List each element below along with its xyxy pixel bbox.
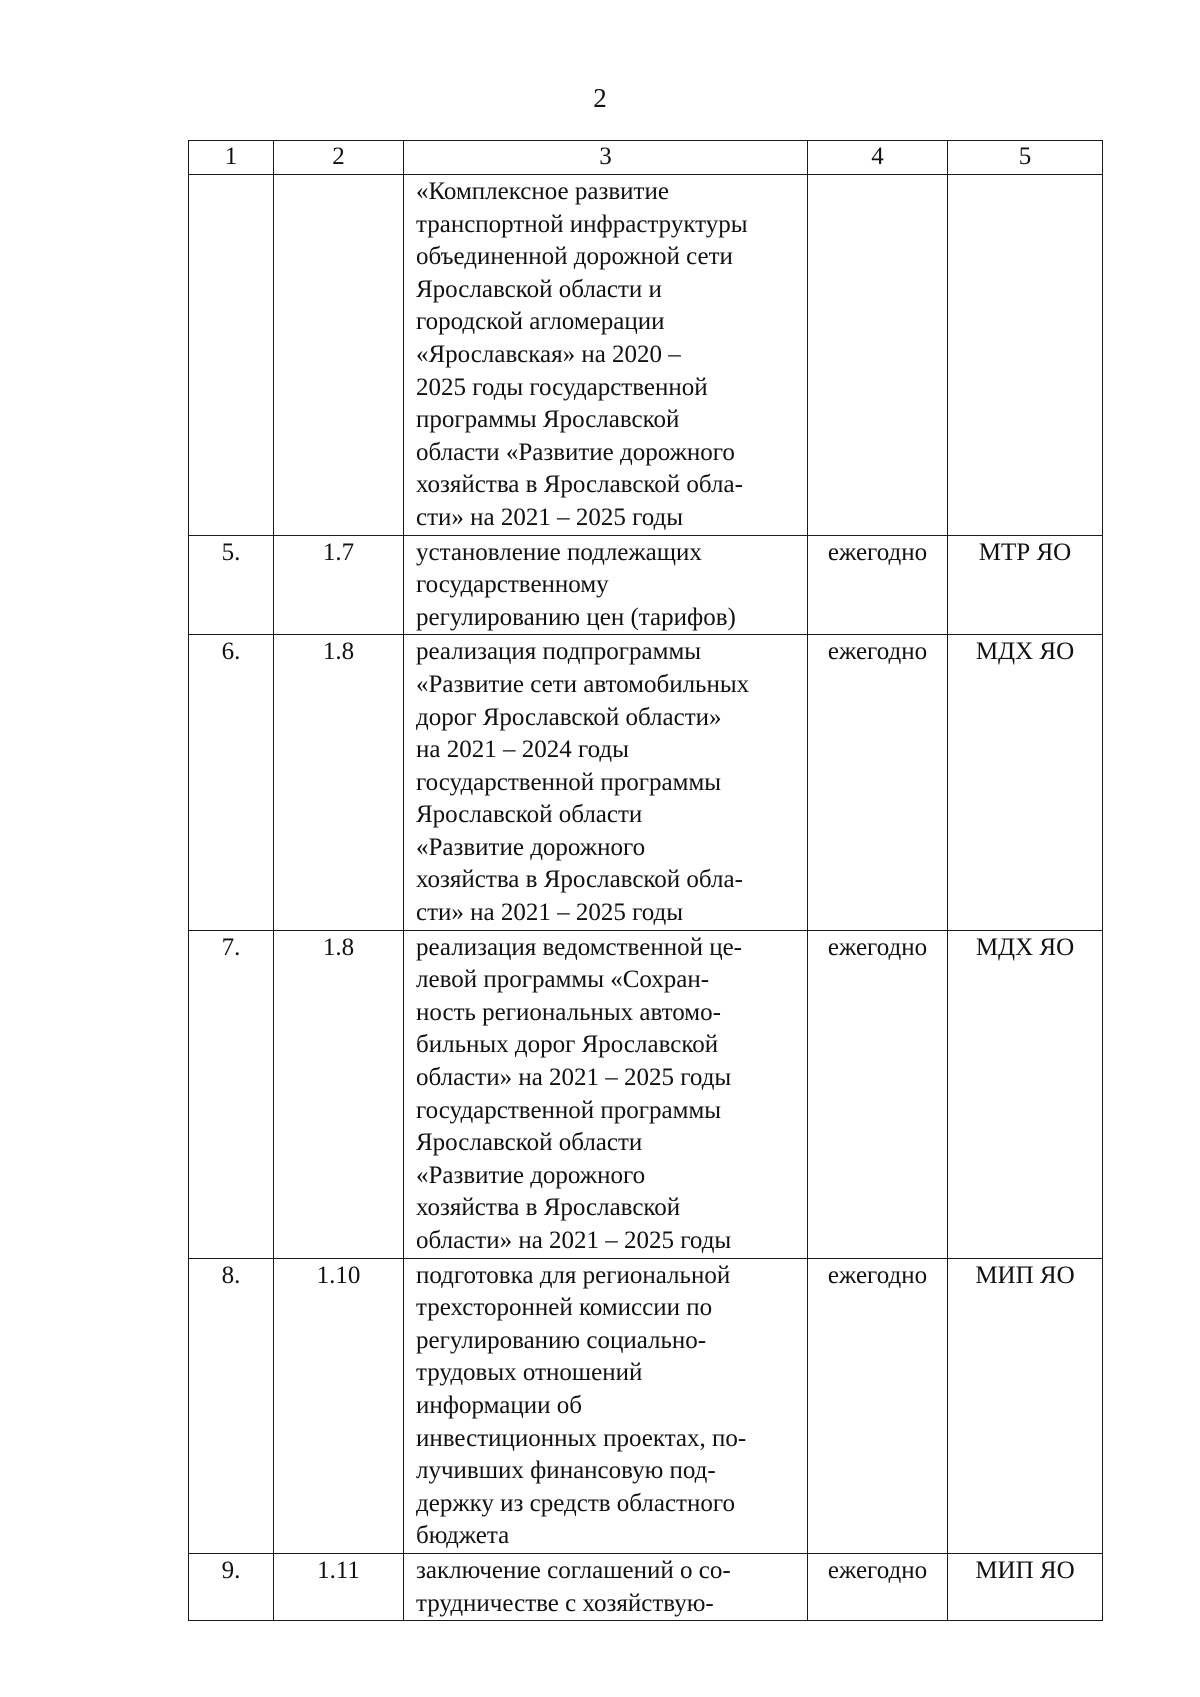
description-line: «Ярославская» на 2020 – [416,340,681,368]
description-line: государственному [416,571,609,599]
description-line: объединенной дорожной сети [416,243,733,271]
description-line: «Развитие дорожного [416,1161,646,1189]
measure-description-cell [404,1258,808,1553]
description-line: бильных дорог Ярославской [416,1031,719,1059]
description-line: области» на 2021 – 2025 годы [416,1227,732,1254]
column-header-4: 4 [808,141,948,175]
description-line: лучивших финансовую под- [416,1457,716,1485]
responsible-cell: МИП ЯО [948,1258,1103,1553]
responsible-cell: МТР ЯО [948,535,1103,635]
item-number-cell: 1.10 [274,1258,404,1553]
row-number-cell [189,175,274,536]
description-line: «Развитие сети автомобильных [416,670,750,698]
row-number-cell: 6. [189,635,274,930]
description-line: городской агломерации [416,308,665,336]
page-number: 2 [593,83,607,113]
measure-description-cell [404,635,808,930]
measure-description-cell [404,175,808,536]
description-line: государственной программы [416,768,722,796]
description-line: регулированию цен (тарифов) [416,603,736,631]
term-cell: ежегодно [808,1258,948,1553]
description-line: установление подлежащих [416,538,702,566]
description-line: «Развитие дорожного [416,833,646,861]
description-line: трудничестве с хозяйствую- [416,1589,714,1617]
term-cell: ежегодно [808,535,948,635]
description-line: области «Развитие дорожного [416,438,735,466]
term-cell [808,175,948,536]
term-cell: ежегодно [808,635,948,930]
description-line: держку из средств областного [416,1489,735,1517]
description-line: 2025 годы государственной [416,373,708,401]
item-number-cell: 1.7 [274,535,404,635]
table-row [189,635,1103,930]
description-line: информации об [416,1391,582,1419]
measure-description-cell [404,930,808,1258]
description-line: транспортной инфраструктуры [416,210,748,238]
description-line: Ярославской области и [416,275,662,303]
row-number-cell: 5. [189,535,274,635]
row-number-cell: 9. [189,1553,274,1620]
description-line: ность региональных автомо- [416,998,721,1026]
description-line: хозяйства в Ярославской обла- [416,866,743,894]
column-header-1: 1 [189,141,274,175]
description-line: дорог Ярославской области» [416,703,722,731]
description-line: «Комплексное развитие [416,178,669,205]
description-line: Ярославской области [416,1129,643,1157]
measure-description-cell [404,1553,808,1620]
table-row [189,1553,1103,1620]
table-header-row [189,141,1103,175]
description-line: реализация подпрограммы [416,638,702,666]
item-number-cell: 1.11 [274,1553,404,1620]
description-line: сти» на 2021 – 2025 годы [416,899,684,927]
description-line: сти» на 2021 – 2025 годы [416,503,684,531]
description-line: заключение соглашений о со- [416,1556,731,1584]
row-number-cell: 7. [189,930,274,1258]
description-line: бюджета [416,1522,510,1550]
responsible-cell: МДХ ЯО [948,930,1103,1258]
item-number-cell: 1.8 [274,635,404,930]
table-row [189,175,1103,536]
column-header-5: 5 [948,141,1103,175]
description-line: программы Ярославской [416,406,680,434]
responsible-cell: МДХ ЯО [948,635,1103,930]
description-line: реализация ведомственной це- [416,933,743,961]
table-row [189,535,1103,635]
description-line: трудовых отношений [416,1359,643,1387]
description-line: инвестиционных проектах, по- [416,1424,747,1452]
item-number-cell: 1.8 [274,930,404,1258]
description-line: регулированию социально- [416,1326,707,1354]
description-line: хозяйства в Ярославской обла- [416,471,743,499]
description-line: Ярославской области [416,801,643,829]
item-number-cell [274,175,404,536]
description-line: государственной программы [416,1096,722,1124]
column-header-3: 3 [404,141,808,175]
description-line: на 2021 – 2024 годы [416,736,629,764]
measures-table [188,140,1103,1621]
description-line: трехсторонней комиссии по [416,1294,713,1322]
description-line: хозяйства в Ярославской [416,1194,681,1222]
measure-description-cell [404,535,808,635]
table-row [189,1258,1103,1553]
term-cell: ежегодно [808,1553,948,1620]
term-cell: ежегодно [808,930,948,1258]
description-line: левой программы «Сохран- [416,966,710,994]
column-header-2: 2 [274,141,404,175]
responsible-cell [948,175,1103,536]
responsible-cell: МИП ЯО [948,1553,1103,1620]
description-line: подготовка для региональной [416,1261,731,1289]
description-line: области» на 2021 – 2025 годы [416,1064,732,1092]
table-row [189,930,1103,1258]
row-number-cell: 8. [189,1258,274,1553]
